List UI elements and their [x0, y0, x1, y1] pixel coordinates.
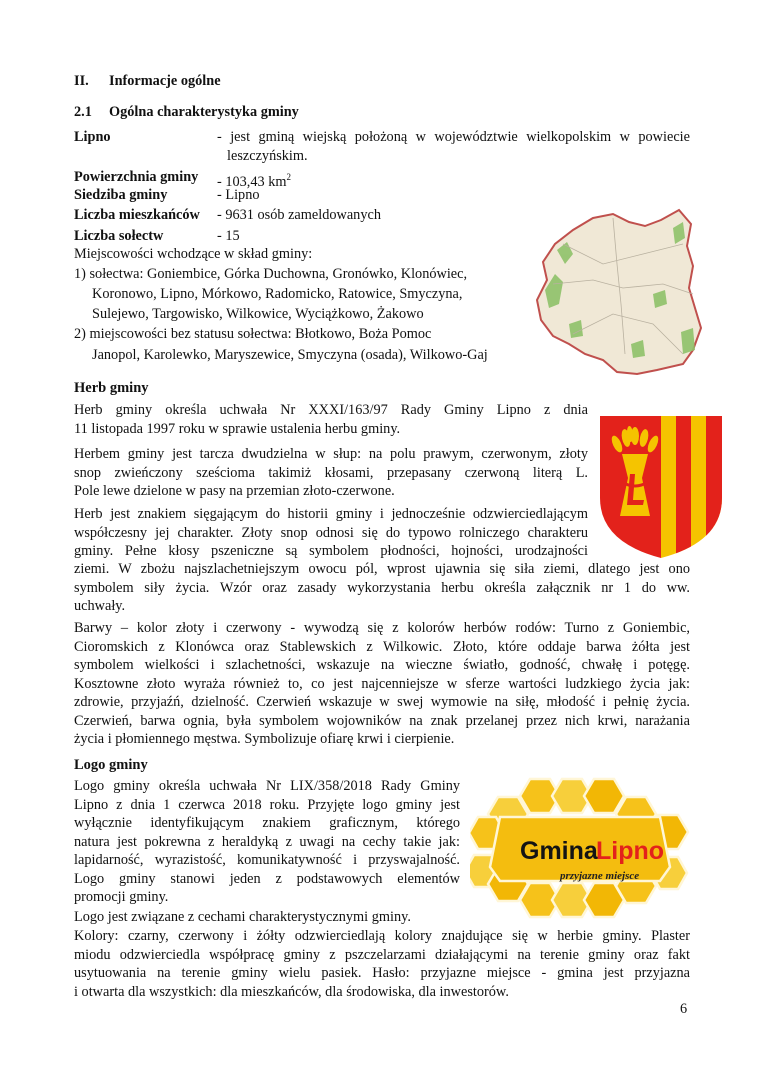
logo-word-lipno: Lipno [596, 837, 665, 865]
localities-line: Janopol, Karolewko, Maryszewice, Smyczyna (osada), Wilkowo-Gaj [92, 347, 488, 363]
seat-label: Siedziba gminy [74, 187, 168, 203]
logo-slogan: przyjazne miejsce [560, 870, 640, 882]
text-line: snop zwieńczony sześcioma takimiż kłosami, przepasany czerwoną literą L. [74, 464, 588, 481]
seat-value: - Lipno [217, 187, 260, 203]
text-line: współczesny jej charakter. Złoty snop odnosi się do typowo rolniczego charakteru [74, 524, 588, 541]
text-line: 11 listopada 1997 roku w sprawie ustalenia herbu gminy. [74, 420, 401, 437]
section-heading [74, 72, 221, 91]
lipno-value: - jest gminą wiejską położoną w województwie wielkopolskim w powiecie [217, 129, 690, 145]
text-line: Czerwień, barwa ognia, była symbolem wojowników na znak przelanej przez nich krwi, narażania [74, 712, 690, 729]
text-line: Logo jest związane z cechami charakterystycznymi gminy. [74, 909, 411, 925]
text-line: uchwały. [74, 598, 126, 614]
text-line: Logo gminy określa uchwała Nr LIX/358/2018 Rady Gminy [74, 778, 460, 794]
text-line: promocji gminy. [74, 889, 169, 905]
area-label: Powierzchnia gminy [74, 169, 199, 185]
solectwa-label: Liczba sołectw [74, 228, 164, 244]
lipno-value-cont: leszczyńskim. [227, 148, 308, 164]
herb-colors-paragraph [74, 619, 690, 749]
gmina-logo-image [470, 777, 690, 919]
text-line: i otwarta dla wszystkich: dla mieszkańców, dla środowiska, dla inwestorów. [74, 983, 509, 1000]
herb-paragraph [74, 505, 588, 561]
logo-paragraph [74, 777, 460, 907]
herb-paragraph-wide [74, 560, 690, 616]
text-line: symbolem siły życia. Wzór oraz zasady wykorzystania herbu określa załącznik nr 1 do ww. [74, 579, 690, 596]
text-line: Herbem gminy jest tarcza dwudzielna w słup: na polu prawym, czerwonym, złoty [74, 446, 588, 462]
subsection-heading [74, 103, 299, 122]
section-title: Informacje ogólne [109, 73, 221, 89]
text-line: usytuowania na terenie gminy wielu pasiek. Hasło: przyjazne miejsce - gmina jest przyjazna [74, 965, 690, 981]
localities-line: Koronowo, Lipno, Mórkowo, Radomicko, Ratowice, Smyczyna, [92, 286, 463, 302]
page-number: 6 [680, 1001, 688, 1017]
text-line: zdrowie, przyjaźń, dzielność. Czerwień wskazuje w swej wymowie na siłę, młodość i pełnię życia. [74, 694, 690, 710]
herb-paragraph [74, 401, 588, 438]
text-line: Kolory: czarny, czerwony i żółty odzwierciedlają kolory znajdujące się w herbie gminy. Plaster [74, 928, 690, 944]
text-line: Barwy – kolor złoty i czerwony - wywodzą się z kolorów herbów rodów: Turno z Goniembic, [74, 620, 690, 636]
localities-intro: Miejscowości wchodzące w skład gminy: [74, 246, 313, 262]
text-line: symbolem wielkości i szlachetności, wskazuje na wieczne światło, godność, chwałę i potęgę. [74, 657, 690, 673]
text-line: Cioromskich z Klonówca oraz Stablewskich z Wilkowic. Złoto, które oddaje barwa żółta jest [74, 638, 690, 655]
text-line: lapidarność, wyrazistość, komunikatywność i przyswajalność. [74, 852, 460, 868]
coat-of-arms-image [600, 416, 722, 558]
text-line: życia i płomiennego męstwa. Symbolizuje ofiarę krwi i cierpienie. [74, 731, 455, 747]
subsection-title: Ogólna charakterystyka gminy [109, 104, 299, 120]
lipno-label: Lipno [74, 129, 111, 145]
text-line: natura jest pokrewna z heraldyką z uwagi na cechy takie jak: [74, 833, 460, 850]
herb-paragraph [74, 445, 588, 501]
localities-line: 1) sołectwa: Goniembice, Górka Duchowna, Gronówko, Klonówiec, [74, 266, 468, 282]
localities-line: Sulejewo, Targowisko, Wilkowice, Wyciążkowo, Żakowo [92, 306, 424, 322]
localities-line: 2) miejscowości bez statusu sołectwa: Błotkowo, Boża Pomoc [74, 326, 432, 342]
population-label: Liczba mieszkańców [74, 207, 200, 223]
text-line: miodu odzwierciedla współpracę gminy z pszczelarzami działającymi na terenie gminy oraz fakt [74, 946, 690, 963]
text-line: ziemi. W zbożu najszlachetniejszym owocu pól, wprost ujawnia się siła ziemi, dlatego jest ono [74, 561, 690, 577]
gmina-map [533, 204, 709, 380]
text-line: Pole lewe dzielone w pasy na przemian złoto-czerwone. [74, 483, 395, 499]
population-value: - 9631 osób zameldowanych [217, 207, 381, 223]
text-line: Kosztowne złoto wyraża również to, co jest najcenniejsze w sferze wartości ludzkiego życia jak: [74, 675, 690, 692]
herb-title: Herb gminy [74, 380, 149, 396]
logo-word-gmina: Gmina [520, 837, 598, 865]
area-value: - 103,43 $km^2$ [217, 172, 291, 190]
logo-paragraph-wide [74, 927, 690, 1001]
subsection-number: 2.1 [74, 104, 92, 120]
text-line: wyłącznie identyfikującym znakiem graficznym, którego [74, 815, 460, 831]
section-number: II. [74, 73, 89, 89]
text-line: Lipno z dnia 1 czerwca 2018 roku. Przyjęte logo gminy jest [74, 796, 460, 813]
text-line: Logo gminy stanowi jeden z podstawowych elementów [74, 870, 460, 887]
logo-paragraph [74, 908, 460, 927]
logo-title: Logo gminy [74, 757, 148, 773]
text-line: Herb gminy określa uchwała Nr XXXI/163/97 Rady Gminy Lipno z dnia [74, 402, 588, 418]
solectwa-value: - 15 [217, 228, 240, 244]
text-line: gminy. Pełne kłosy pszeniczne są symbolem płodności, hojności, urodzajności [74, 543, 588, 559]
text-line: Herb jest znakiem sięgającym do historii gminy i jednocześnie odzwierciedlającym [74, 506, 588, 522]
